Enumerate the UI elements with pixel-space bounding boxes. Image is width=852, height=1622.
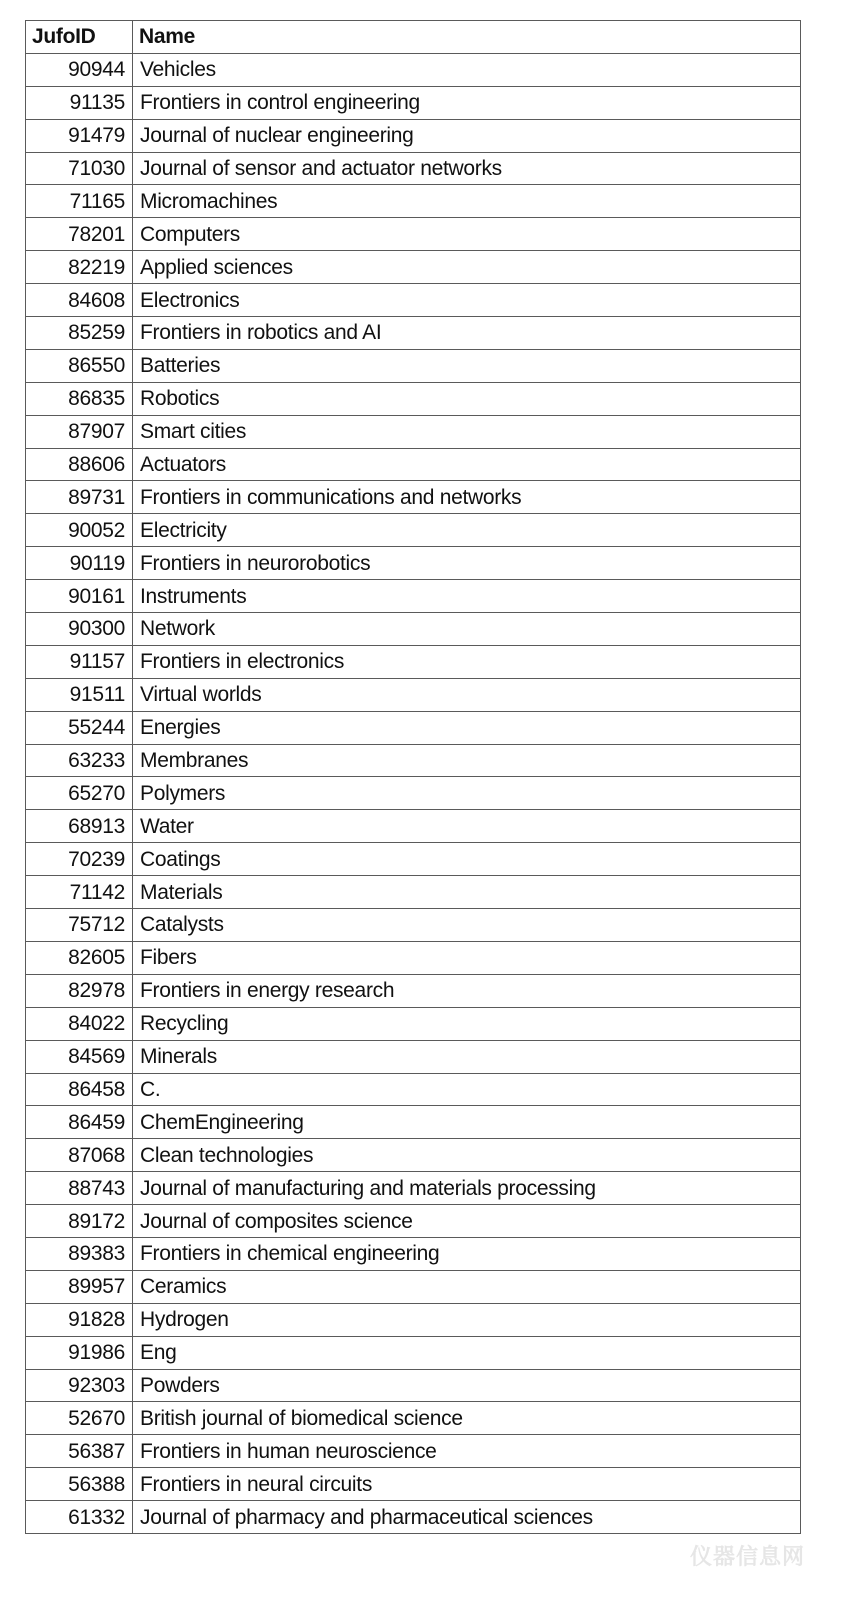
table-row (26, 1237, 801, 1270)
table-row (26, 678, 801, 711)
journal-name-cell: Hydrogen (133, 1303, 801, 1336)
jufoid-cell: 78201 (26, 218, 133, 251)
table-row (26, 777, 801, 810)
journal-name-cell: Ceramics (133, 1270, 801, 1303)
jufoid-cell: 86835 (26, 382, 133, 415)
jufoid-cell: 92303 (26, 1369, 133, 1402)
journal-name-cell: Smart cities (133, 415, 801, 448)
jufoid-cell: 88743 (26, 1172, 133, 1205)
journal-name-cell: Batteries (133, 349, 801, 382)
jufoid-cell: 52670 (26, 1402, 133, 1435)
table-row (26, 481, 801, 514)
jufoid-cell: 56388 (26, 1468, 133, 1501)
journal-name-cell: Eng (133, 1336, 801, 1369)
jufoid-cell: 91511 (26, 678, 133, 711)
jufoid-cell: 56387 (26, 1435, 133, 1468)
jufoid-cell: 84569 (26, 1040, 133, 1073)
journal-name-cell: Actuators (133, 448, 801, 481)
journal-name-cell: Frontiers in robotics and AI (133, 317, 801, 350)
journal-name-cell: Frontiers in neurorobotics (133, 547, 801, 580)
jufoid-cell: 70239 (26, 843, 133, 876)
table-row (26, 711, 801, 744)
journal-name-cell: Vehicles (133, 53, 801, 86)
jufoid-cell: 65270 (26, 777, 133, 810)
table-row (26, 580, 801, 613)
jufoid-cell: 84022 (26, 1007, 133, 1040)
table-row (26, 744, 801, 777)
journal-name-cell: C. (133, 1073, 801, 1106)
jufoid-cell: 89172 (26, 1205, 133, 1238)
jufoid-cell: 71165 (26, 185, 133, 218)
jufoid-cell: 90161 (26, 580, 133, 613)
jufoid-cell: 86458 (26, 1073, 133, 1106)
jufoid-cell: 82605 (26, 941, 133, 974)
jufoid-cell: 89383 (26, 1237, 133, 1270)
journal-name-cell: Frontiers in electronics (133, 645, 801, 678)
journal-name-cell: Journal of manufacturing and materials processing (133, 1172, 801, 1205)
table-row (26, 251, 801, 284)
journal-name-cell: Computers (133, 218, 801, 251)
journal-name-cell: Catalysts (133, 909, 801, 942)
table-row (26, 1303, 801, 1336)
table-row (26, 1336, 801, 1369)
table-row (26, 1139, 801, 1172)
journal-name-cell: Recycling (133, 1007, 801, 1040)
journal-name-cell: Frontiers in human neuroscience (133, 1435, 801, 1468)
jufoid-cell: 91986 (26, 1336, 133, 1369)
jufoid-cell: 89957 (26, 1270, 133, 1303)
jufoid-cell: 63233 (26, 744, 133, 777)
jufoid-cell: 90052 (26, 514, 133, 547)
table-row (26, 382, 801, 415)
table-body (26, 53, 801, 1533)
jufoid-cell: 90300 (26, 613, 133, 646)
table-row (26, 843, 801, 876)
jufoid-cell: 91479 (26, 119, 133, 152)
table-row (26, 448, 801, 481)
table-row (26, 119, 801, 152)
journal-name-cell: Electronics (133, 284, 801, 317)
jufoid-cell: 90119 (26, 547, 133, 580)
table-row (26, 349, 801, 382)
table-row (26, 1501, 801, 1534)
journal-name-cell: Fibers (133, 941, 801, 974)
journal-name-cell: Minerals (133, 1040, 801, 1073)
jufoid-cell: 84608 (26, 284, 133, 317)
jufoid-cell: 87068 (26, 1139, 133, 1172)
jufoid-cell: 71142 (26, 876, 133, 909)
table-row (26, 1435, 801, 1468)
journal-name-cell: Frontiers in control engineering (133, 86, 801, 119)
journal-name-cell: Robotics (133, 382, 801, 415)
table-row (26, 317, 801, 350)
jufoid-cell: 61332 (26, 1501, 133, 1534)
table-row (26, 1040, 801, 1073)
journal-name-cell: Membranes (133, 744, 801, 777)
journal-name-cell: Frontiers in neural circuits (133, 1468, 801, 1501)
jufoid-cell: 68913 (26, 810, 133, 843)
table-row (26, 152, 801, 185)
table-row (26, 1270, 801, 1303)
journal-name-cell: Journal of sensor and actuator networks (133, 152, 801, 185)
table-row (26, 909, 801, 942)
table-row (26, 1106, 801, 1139)
table-row (26, 218, 801, 251)
journal-name-cell: British journal of biomedical science (133, 1402, 801, 1435)
column-header-jufoid: JufoID (26, 21, 133, 54)
journal-table (25, 20, 801, 1534)
journal-name-cell: Electricity (133, 514, 801, 547)
watermark-logo: 仪器信息网 (690, 1544, 806, 1569)
jufoid-cell: 86459 (26, 1106, 133, 1139)
journal-name-cell: Materials (133, 876, 801, 909)
table-row (26, 941, 801, 974)
journal-name-cell: Virtual worlds (133, 678, 801, 711)
journal-name-cell: Polymers (133, 777, 801, 810)
jufoid-cell: 91828 (26, 1303, 133, 1336)
journal-name-cell: Water (133, 810, 801, 843)
journal-name-cell: Micromachines (133, 185, 801, 218)
journal-name-cell: Clean technologies (133, 1139, 801, 1172)
table-row (26, 1402, 801, 1435)
table-row (26, 284, 801, 317)
table-row (26, 514, 801, 547)
journal-name-cell: Coatings (133, 843, 801, 876)
jufoid-cell: 85259 (26, 317, 133, 350)
jufoid-cell: 91157 (26, 645, 133, 678)
table-row (26, 613, 801, 646)
table-row (26, 810, 801, 843)
table-row (26, 86, 801, 119)
journal-name-cell: Frontiers in chemical engineering (133, 1237, 801, 1270)
jufoid-cell: 88606 (26, 448, 133, 481)
table-row (26, 876, 801, 909)
table-row (26, 185, 801, 218)
jufoid-cell: 87907 (26, 415, 133, 448)
jufoid-cell: 90944 (26, 53, 133, 86)
table-row (26, 547, 801, 580)
table-header-row (26, 21, 801, 54)
table-row (26, 1468, 801, 1501)
table-row (26, 1073, 801, 1106)
journal-name-cell: Network (133, 613, 801, 646)
jufoid-cell: 71030 (26, 152, 133, 185)
table-row (26, 1172, 801, 1205)
journal-name-cell: Applied sciences (133, 251, 801, 284)
jufoid-cell: 82978 (26, 974, 133, 1007)
jufoid-cell: 91135 (26, 86, 133, 119)
journal-name-cell: ChemEngineering (133, 1106, 801, 1139)
jufoid-cell: 75712 (26, 909, 133, 942)
journal-name-cell: Instruments (133, 580, 801, 613)
jufoid-cell: 89731 (26, 481, 133, 514)
jufoid-cell: 86550 (26, 349, 133, 382)
table-row (26, 974, 801, 1007)
table-row (26, 1369, 801, 1402)
journal-name-cell: Powders (133, 1369, 801, 1402)
journal-name-cell: Energies (133, 711, 801, 744)
journal-name-cell: Journal of pharmacy and pharmaceutical sciences (133, 1501, 801, 1534)
table-row (26, 415, 801, 448)
journal-name-cell: Frontiers in communications and networks (133, 481, 801, 514)
table-row (26, 53, 801, 86)
journal-name-cell: Journal of nuclear engineering (133, 119, 801, 152)
table-row (26, 645, 801, 678)
jufoid-cell: 55244 (26, 711, 133, 744)
column-header-name: Name (133, 21, 801, 54)
jufoid-cell: 82219 (26, 251, 133, 284)
table-row (26, 1007, 801, 1040)
journal-table-container (25, 20, 800, 1534)
table-row (26, 1205, 801, 1238)
journal-name-cell: Journal of composites science (133, 1205, 801, 1238)
journal-name-cell: Frontiers in energy research (133, 974, 801, 1007)
